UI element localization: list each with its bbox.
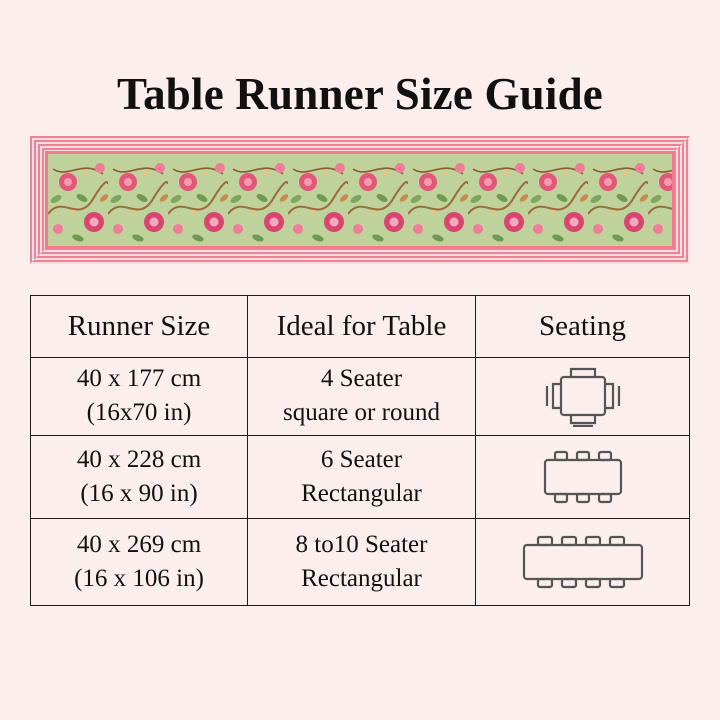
square-table-4-seat-icon bbox=[543, 365, 623, 427]
size-in: (16 x 90 in) bbox=[80, 480, 198, 508]
table-row bbox=[31, 436, 690, 519]
table-shape-label: square or round bbox=[283, 399, 440, 427]
ideal-table-cell bbox=[248, 436, 476, 519]
ideal-table-cell bbox=[248, 357, 476, 436]
table-row bbox=[31, 357, 690, 436]
seater-label: 6 Seater bbox=[320, 446, 403, 474]
size-guide-table bbox=[30, 295, 690, 606]
table-row bbox=[31, 519, 690, 606]
table-header-row bbox=[31, 296, 690, 358]
seating-cell bbox=[476, 357, 690, 436]
size-in: (16x70 in) bbox=[86, 399, 192, 427]
ideal-table-cell bbox=[248, 519, 476, 606]
page-title: Table Runner Size Guide bbox=[117, 69, 603, 119]
seater-label: 8 to10 Seater bbox=[295, 531, 428, 559]
header-seating: Seating bbox=[476, 296, 690, 358]
table-shape-label: Rectangular bbox=[301, 565, 422, 593]
size-cm: 40 x 177 cm bbox=[76, 365, 202, 393]
seating-cell bbox=[476, 519, 690, 606]
seating-cell bbox=[476, 436, 690, 519]
runner-size-cell bbox=[31, 436, 248, 519]
rect-table-6-seat-icon bbox=[535, 448, 631, 506]
table-shape-label: Rectangular bbox=[301, 480, 422, 508]
runner-size-cell bbox=[31, 519, 248, 606]
rect-table-8-seat-icon bbox=[520, 533, 646, 591]
size-cm: 40 x 269 cm bbox=[76, 531, 202, 559]
table-runner-image bbox=[30, 136, 690, 264]
size-cm: 40 x 228 cm bbox=[76, 446, 202, 474]
seater-label: 4 Seater bbox=[320, 365, 403, 393]
header-ideal-for-table: Ideal for Table bbox=[248, 296, 476, 358]
size-in: (16 x 106 in) bbox=[74, 565, 204, 593]
runner-size-cell bbox=[31, 357, 248, 436]
header-runner-size: Runner Size bbox=[31, 296, 248, 358]
